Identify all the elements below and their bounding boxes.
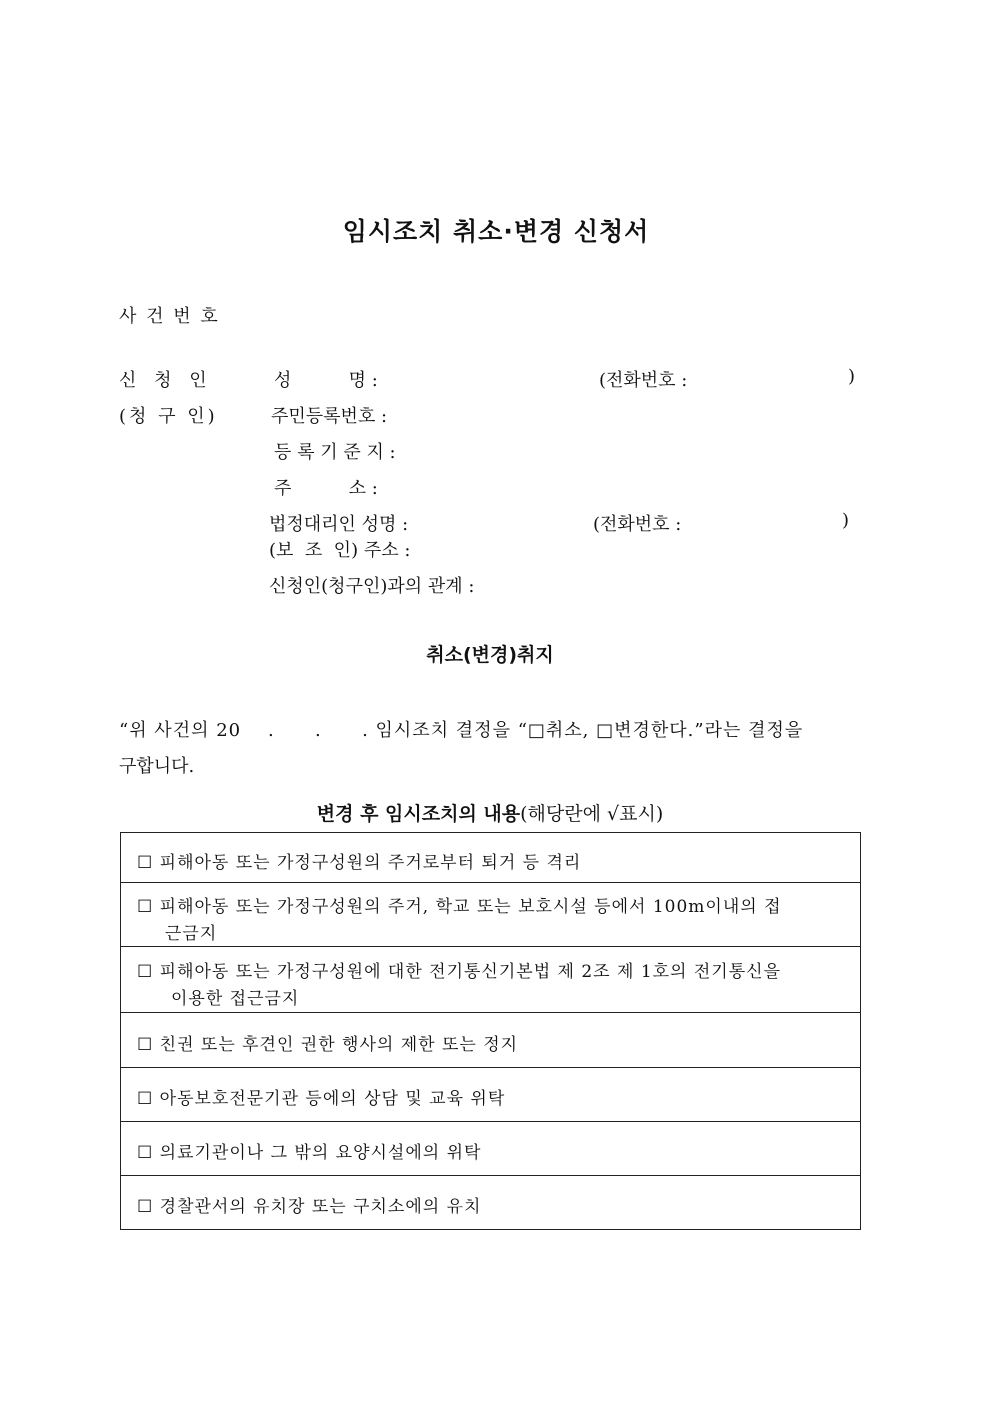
purpose-heading: 취소(변경)취지: [426, 644, 554, 666]
measures-heading-title: 변경 후 임시조치의 내용: [316, 803, 521, 825]
measure-text-cont: 근금지: [165, 924, 218, 944]
page-title: 임시조치 취소·변경 신청서: [342, 217, 650, 246]
measure-row[interactable]: [121, 882, 860, 946]
measures-heading: [0, 799, 980, 826]
phone-label: (전화번호 :: [599, 370, 688, 391]
measure-text: ☐ 피해아동 또는 가정구성원의 주거, 학교 또는 보호시설 등에서 100m이내의 접: [137, 897, 782, 917]
assistant-address-label: (보 조 인) 주소 :: [269, 540, 411, 561]
legal-rep-name-label: 법정대리인 성명 :: [269, 514, 409, 535]
case-number-label: 사 건 번 호: [119, 306, 220, 327]
measure-row[interactable]: [121, 1067, 860, 1121]
purpose-line-2: 구합니다.: [119, 756, 195, 777]
measure-row[interactable]: [121, 833, 860, 882]
name-label: 성 명 :: [274, 370, 378, 391]
legal-rep-phone-label: (전화번호 :: [593, 514, 682, 535]
measures-heading-note: (해당란에 √표시): [520, 803, 664, 825]
legal-rep-phone-close: ): [842, 510, 850, 531]
measure-row[interactable]: [121, 1012, 860, 1067]
address-label: 주 소 :: [274, 478, 378, 499]
measure-text: ☐ 의료기관이나 그 밖의 요양시설에의 위탁: [137, 1143, 482, 1163]
measure-row[interactable]: [121, 946, 860, 1012]
relation-label: 신청인(청구인)과의 관계 :: [269, 576, 475, 597]
measure-row[interactable]: [121, 1175, 860, 1229]
rrn-label: 주민등록번호 :: [271, 406, 388, 427]
purpose-line-1: “위 사건의 20 . . . 임시조치 결정을 “□취소, □변경한다.”라는 결정을: [119, 720, 804, 741]
measure-text-cont: 이용한 접근금지: [171, 989, 300, 1009]
registered-domicile-label: 등 록 기 준 지 :: [274, 442, 396, 463]
measure-text: ☐ 피해아동 또는 가정구성원의 주거로부터 퇴거 등 격리: [137, 853, 582, 873]
phone-close: ): [848, 366, 856, 387]
measure-text: ☐ 친권 또는 후견인 권한 행사의 제한 또는 정지: [137, 1035, 519, 1055]
measures-table: [120, 832, 861, 1230]
applicant-label: 신 청 인: [119, 370, 213, 391]
measure-text: ☐ 피해아동 또는 가정구성원에 대한 전기통신기본법 제 2조 제 1호의 전기통신을: [137, 962, 781, 982]
measure-text: ☐ 경찰관서의 유치장 또는 구치소에의 유치: [137, 1197, 482, 1217]
claimant-label: (청 구 인): [119, 406, 218, 427]
measure-text: ☐ 아동보호전문기관 등에의 상담 및 교육 위탁: [137, 1089, 506, 1109]
measure-row[interactable]: [121, 1121, 860, 1175]
